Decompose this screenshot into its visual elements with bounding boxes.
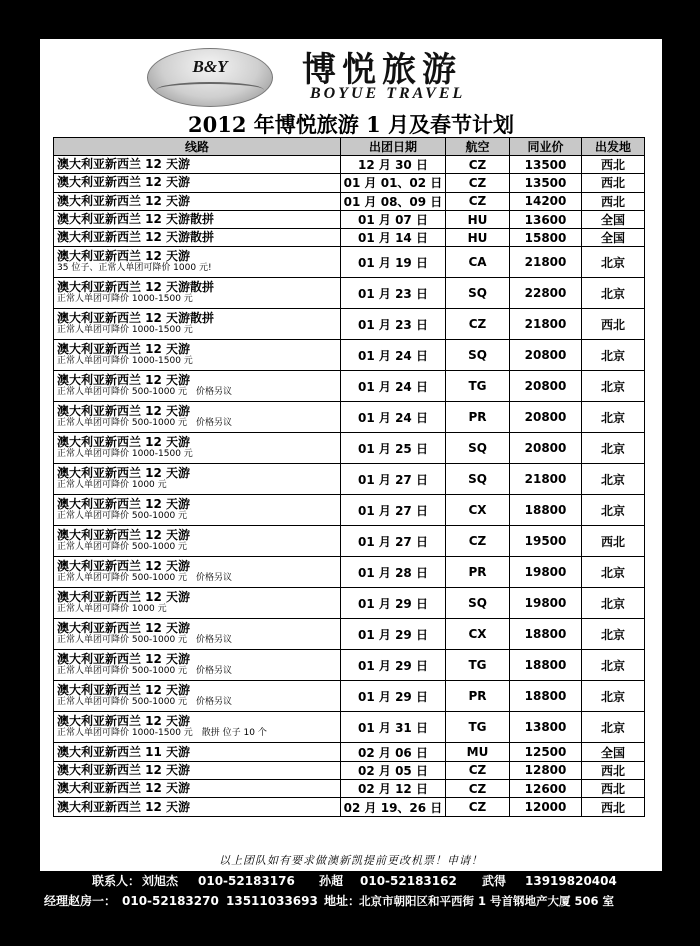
manager-mobile: 13511033693 — [226, 894, 318, 908]
origin-cell: 北京 — [582, 619, 645, 650]
route-name: 澳大利亚新西兰 11 天游 — [57, 744, 191, 759]
table-row — [54, 798, 645, 816]
table-row — [54, 780, 645, 798]
airline-cell: MU — [446, 743, 510, 761]
table-row — [54, 278, 645, 309]
table-row — [54, 309, 645, 340]
airline-cell: CZ — [446, 780, 510, 798]
origin-cell: 西北 — [582, 309, 645, 340]
airline-cell: SQ — [446, 340, 510, 371]
price-cell: 14200 — [510, 192, 582, 210]
route-note: 正常人单团可降价 1000 元 — [57, 480, 167, 491]
date-cell: 02 月 19、26 日 — [341, 798, 446, 816]
table-row — [54, 712, 645, 743]
manager-label: 经理赵房一： — [44, 894, 117, 908]
route-name: 澳大利亚新西兰 12 天游 — [57, 157, 191, 172]
route-cell — [54, 371, 341, 402]
airline-cell: SQ — [446, 433, 510, 464]
airline-cell: CZ — [446, 309, 510, 340]
date-cell: 01 月 23 日 — [341, 309, 446, 340]
header-price: 同业价 — [510, 138, 582, 156]
route-note: 正常人单团可降价 500-1000 元 价格另议 — [57, 697, 233, 708]
page-title: 2012 年博悦旅游 1 月及春节计划 — [188, 112, 514, 137]
price-cell: 12000 — [510, 798, 582, 816]
route-note: 正常人单团可降价 500-1000 元 价格另议 — [57, 666, 233, 677]
route-note: 正常人单团可降价 500-1000 元 价格另议 — [57, 418, 233, 429]
route-name: 澳大利亚新西兰 12 天游 — [57, 466, 191, 481]
contact-label: 联系人： — [92, 874, 141, 888]
table-row — [54, 156, 645, 174]
origin-cell: 北京 — [582, 495, 645, 526]
route-name: 澳大利亚新西兰 12 天游散拼 — [57, 311, 215, 326]
route-note: 正常人单团可降价 1000-1500 元 — [57, 356, 193, 367]
airline-cell: SQ — [446, 464, 510, 495]
route-cell — [54, 798, 341, 816]
price-cell: 20800 — [510, 371, 582, 402]
airline-cell: TG — [446, 712, 510, 743]
route-cell — [54, 402, 341, 433]
route-note: 35 位子、正常人单团可降价 1000 元! — [57, 263, 212, 274]
airline-cell: CZ — [446, 798, 510, 816]
date-cell: 01 月 14 日 — [341, 229, 446, 247]
table-row — [54, 557, 645, 588]
origin-cell: 全国 — [582, 743, 645, 761]
contact-phone: 010-52183176 — [198, 874, 295, 888]
origin-cell: 北京 — [582, 712, 645, 743]
table-row — [54, 229, 645, 247]
logo-emblem — [147, 48, 273, 107]
origin-cell: 西北 — [582, 192, 645, 210]
route-name: 澳大利亚新西兰 12 天游 — [57, 193, 191, 208]
table-row — [54, 619, 645, 650]
date-cell: 01 月 27 日 — [341, 526, 446, 557]
route-name: 澳大利亚新西兰 12 天游 — [57, 762, 191, 777]
logo-swoosh-icon — [156, 82, 264, 98]
date-cell: 01 月 29 日 — [341, 681, 446, 712]
manager-phone: 010-52183270 — [122, 894, 219, 908]
price-cell: 13800 — [510, 712, 582, 743]
route-name: 澳大利亚新西兰 12 天游 — [57, 621, 191, 636]
origin-cell: 北京 — [582, 681, 645, 712]
airline-cell: PR — [446, 402, 510, 433]
table-row — [54, 588, 645, 619]
table-row — [54, 681, 645, 712]
contact-name: 武得 — [482, 874, 507, 888]
contact-phone: 010-52183162 — [360, 874, 457, 888]
date-cell: 01 月 07 日 — [341, 210, 446, 228]
date-cell: 01 月 08、09 日 — [341, 192, 446, 210]
price-cell: 13600 — [510, 210, 582, 228]
tour-plan-table — [53, 137, 645, 817]
date-cell: 01 月 29 日 — [341, 588, 446, 619]
price-cell: 13500 — [510, 174, 582, 192]
contact-name: 刘旭杰 — [142, 874, 179, 888]
price-cell: 21800 — [510, 309, 582, 340]
route-name: 澳大利亚新西兰 12 天游 — [57, 781, 191, 796]
route-name: 澳大利亚新西兰 12 天游 — [57, 373, 191, 388]
brand-name-en: BOYUE TRAVEL — [310, 85, 466, 102]
price-cell: 13500 — [510, 156, 582, 174]
origin-cell: 北京 — [582, 433, 645, 464]
header-date: 出团日期 — [341, 138, 446, 156]
origin-cell: 北京 — [582, 278, 645, 309]
origin-cell: 全国 — [582, 210, 645, 228]
origin-cell: 全国 — [582, 229, 645, 247]
route-cell — [54, 229, 341, 247]
airline-cell: CZ — [446, 761, 510, 779]
airline-cell: HU — [446, 210, 510, 228]
airline-cell: CZ — [446, 174, 510, 192]
date-cell: 01 月 24 日 — [341, 340, 446, 371]
route-cell — [54, 619, 341, 650]
route-name: 澳大利亚新西兰 12 天游 — [57, 528, 191, 543]
price-cell: 21800 — [510, 464, 582, 495]
table-row — [54, 371, 645, 402]
origin-cell: 北京 — [582, 402, 645, 433]
date-cell: 02 月 05 日 — [341, 761, 446, 779]
route-name: 澳大利亚新西兰 12 天游 — [57, 683, 191, 698]
route-name: 澳大利亚新西兰 12 天游 — [57, 249, 191, 264]
date-cell: 01 月 31 日 — [341, 712, 446, 743]
price-cell: 18800 — [510, 681, 582, 712]
table-row — [54, 402, 645, 433]
route-name: 澳大利亚新西兰 12 天游散拼 — [57, 280, 215, 295]
airline-cell: CA — [446, 247, 510, 278]
route-note: 正常人单团可降价 1000 元 — [57, 604, 167, 615]
origin-cell: 北京 — [582, 588, 645, 619]
table-row — [54, 247, 645, 278]
route-cell — [54, 743, 341, 761]
contact-bar — [40, 871, 662, 891]
table-row — [54, 210, 645, 228]
date-cell: 01 月 29 日 — [341, 619, 446, 650]
table-row — [54, 761, 645, 779]
route-name: 澳大利亚新西兰 12 天游 — [57, 404, 191, 419]
route-name: 澳大利亚新西兰 12 天游 — [57, 342, 191, 357]
date-cell: 01 月 29 日 — [341, 650, 446, 681]
price-cell: 19800 — [510, 557, 582, 588]
airline-cell: HU — [446, 229, 510, 247]
price-cell: 19500 — [510, 526, 582, 557]
route-cell — [54, 278, 341, 309]
origin-cell: 西北 — [582, 761, 645, 779]
airline-cell: TG — [446, 371, 510, 402]
header-route: 线路 — [54, 138, 341, 156]
date-cell: 01 月 25 日 — [341, 433, 446, 464]
manager-address-bar — [40, 891, 662, 911]
logo-mark: B&Y — [192, 57, 228, 76]
route-name: 澳大利亚新西兰 12 天游 — [57, 435, 191, 450]
price-cell: 18800 — [510, 650, 582, 681]
date-cell: 01 月 28 日 — [341, 557, 446, 588]
route-note: 正常人单团可降价 500-1000 元 价格另议 — [57, 387, 233, 398]
origin-cell: 北京 — [582, 650, 645, 681]
route-cell — [54, 210, 341, 228]
header-airline: 航空 — [446, 138, 510, 156]
route-note: 正常人单团可降价 1000-1500 元 — [57, 294, 193, 305]
route-note: 正常人单团可降价 500-1000 元 — [57, 511, 188, 522]
route-name: 澳大利亚新西兰 12 天游 — [57, 497, 191, 512]
header-origin: 出发地 — [582, 138, 645, 156]
route-note: 正常人单团可降价 1000-1500 元 — [57, 449, 193, 460]
route-name: 澳大利亚新西兰 12 天游散拼 — [57, 212, 215, 227]
origin-cell: 北京 — [582, 247, 645, 278]
airline-cell: SQ — [446, 588, 510, 619]
route-cell — [54, 156, 341, 174]
origin-cell: 北京 — [582, 340, 645, 371]
route-note: 正常人单团可降价 1000-1500 元 — [57, 325, 193, 336]
route-cell — [54, 780, 341, 798]
table-body — [54, 156, 645, 817]
route-cell — [54, 495, 341, 526]
route-cell — [54, 247, 341, 278]
contact-name: 孙超 — [319, 874, 344, 888]
route-cell — [54, 761, 341, 779]
table-row — [54, 340, 645, 371]
price-cell: 12800 — [510, 761, 582, 779]
route-name: 澳大利亚新西兰 12 天游 — [57, 175, 191, 190]
route-cell — [54, 340, 341, 371]
route-name: 澳大利亚新西兰 12 天游 — [57, 714, 191, 729]
origin-cell: 西北 — [582, 156, 645, 174]
route-cell — [54, 588, 341, 619]
route-name: 澳大利亚新西兰 12 天游 — [57, 590, 191, 605]
airline-cell: CX — [446, 495, 510, 526]
route-cell — [54, 526, 341, 557]
origin-cell: 北京 — [582, 557, 645, 588]
brand-name-cn: 博悦旅游 — [302, 50, 462, 90]
date-cell: 01 月 27 日 — [341, 495, 446, 526]
airline-cell: PR — [446, 557, 510, 588]
route-name: 澳大利亚新西兰 12 天游散拼 — [57, 230, 215, 245]
airline-cell: CZ — [446, 526, 510, 557]
origin-cell: 西北 — [582, 174, 645, 192]
route-name: 澳大利亚新西兰 12 天游 — [57, 799, 191, 814]
route-cell — [54, 681, 341, 712]
airline-cell: PR — [446, 681, 510, 712]
table-row — [54, 526, 645, 557]
price-cell: 20800 — [510, 433, 582, 464]
address-label: 地址： — [324, 894, 361, 908]
date-cell: 01 月 24 日 — [341, 402, 446, 433]
price-cell: 18800 — [510, 619, 582, 650]
origin-cell: 西北 — [582, 526, 645, 557]
airline-cell: CZ — [446, 192, 510, 210]
table-row — [54, 433, 645, 464]
date-cell: 12 月 30 日 — [341, 156, 446, 174]
price-cell: 18800 — [510, 495, 582, 526]
route-name: 澳大利亚新西兰 12 天游 — [57, 652, 191, 667]
airline-cell: CX — [446, 619, 510, 650]
table-row — [54, 650, 645, 681]
origin-cell: 北京 — [582, 464, 645, 495]
contact-phone: 13919820404 — [525, 874, 617, 888]
date-cell: 01 月 23 日 — [341, 278, 446, 309]
origin-cell: 北京 — [582, 371, 645, 402]
table-row — [54, 192, 645, 210]
airline-cell: SQ — [446, 278, 510, 309]
route-cell — [54, 712, 341, 743]
table-header-row — [54, 138, 645, 156]
date-cell: 02 月 12 日 — [341, 780, 446, 798]
route-cell — [54, 433, 341, 464]
date-cell: 01 月 01、02 日 — [341, 174, 446, 192]
route-cell — [54, 192, 341, 210]
route-note: 正常人单团可降价 1000-1500 元 散拼 位子 10 个 — [57, 728, 267, 739]
route-name: 澳大利亚新西兰 12 天游 — [57, 559, 191, 574]
price-cell: 12500 — [510, 743, 582, 761]
document-sheet — [40, 39, 662, 911]
date-cell: 01 月 19 日 — [341, 247, 446, 278]
table-row — [54, 743, 645, 761]
table-row — [54, 174, 645, 192]
route-note: 正常人单团可降价 500-1000 元 价格另议 — [57, 573, 233, 584]
route-cell — [54, 557, 341, 588]
route-note: 正常人单团可降价 500-1000 元 — [57, 542, 188, 553]
origin-cell: 西北 — [582, 780, 645, 798]
route-cell — [54, 309, 341, 340]
route-cell — [54, 650, 341, 681]
price-cell: 20800 — [510, 402, 582, 433]
date-cell: 01 月 27 日 — [341, 464, 446, 495]
price-cell: 21800 — [510, 247, 582, 278]
airline-cell: TG — [446, 650, 510, 681]
price-cell: 19800 — [510, 588, 582, 619]
date-cell: 01 月 24 日 — [341, 371, 446, 402]
address-text: 北京市朝阳区和平西街 1 号首钢地产大厦 506 室 — [359, 894, 615, 908]
route-cell — [54, 174, 341, 192]
price-cell: 22800 — [510, 278, 582, 309]
date-cell: 02 月 06 日 — [341, 743, 446, 761]
route-cell — [54, 464, 341, 495]
table-row — [54, 464, 645, 495]
airline-cell: CZ — [446, 156, 510, 174]
price-cell: 15800 — [510, 229, 582, 247]
table-row — [54, 495, 645, 526]
price-cell: 20800 — [510, 340, 582, 371]
footer-note: 以上团队如有要求做澳新凯提前更改机票！申请！ — [219, 854, 483, 867]
route-note: 正常人单团可降价 500-1000 元 价格另议 — [57, 635, 233, 646]
origin-cell: 西北 — [582, 798, 645, 816]
price-cell: 12600 — [510, 780, 582, 798]
